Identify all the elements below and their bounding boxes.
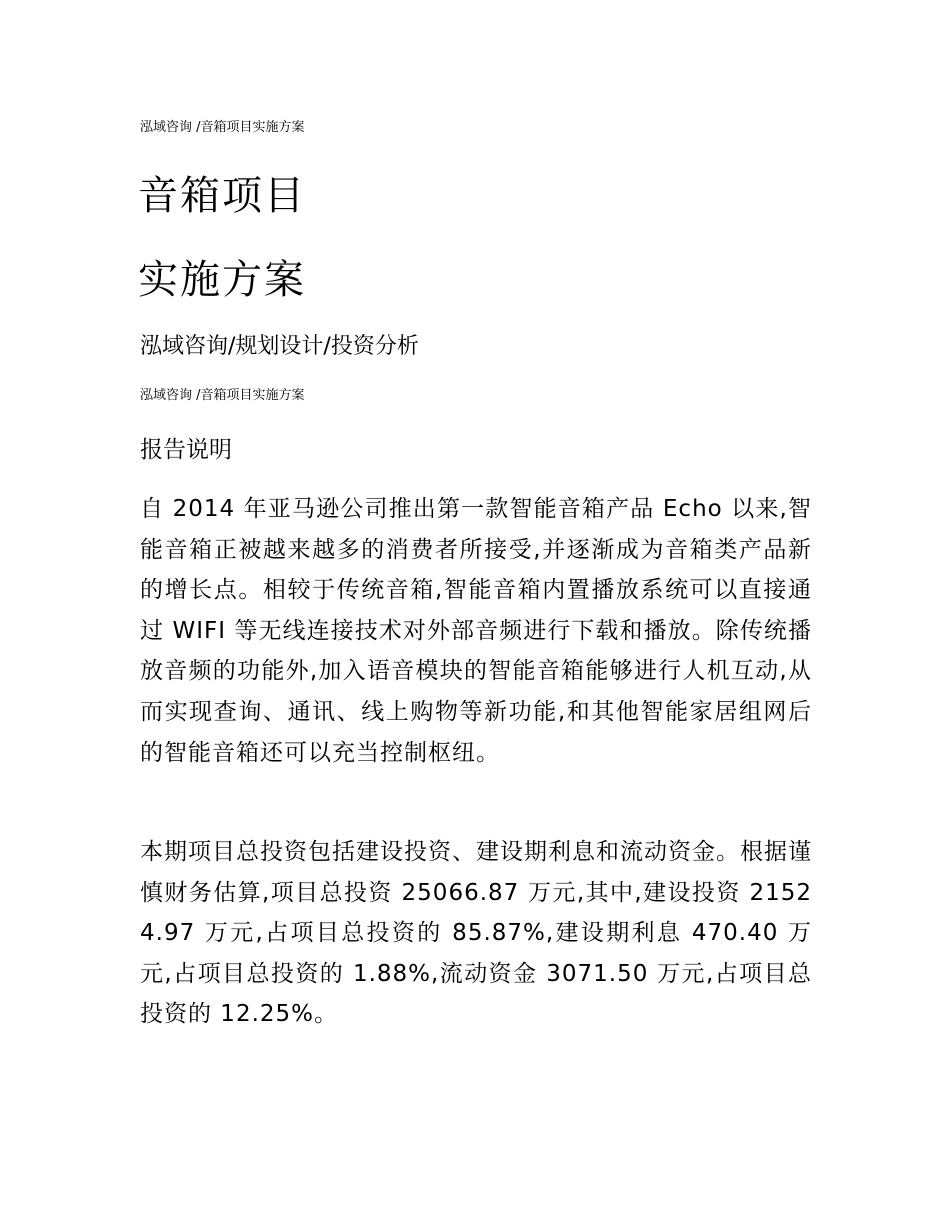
cover-title-line-2: 实施方案 [138,257,306,303]
cover-title-line-1: 音箱项目 [138,173,306,219]
report-paragraph-background: 自 2014 年亚马逊公司推出第一款智能音箱产品 Echo 以来,智能音箱正被越来越多的消费者所接受,并逐渐成为音箱类产品新的增长点。相较于传统音箱,智能音箱内置播放系统可以直接通过 WIFI 等无线连接技术对外部音频进行下载和播放。除传统播放音频的功能外,加入语音模块的智能音箱能够进行人机互动,从而实现查询、通讯、线上购物等新功能,和其他智能家居组网后的智能音箱还可以充当控制枢纽。 [140,496,812,766]
report-paragraph-investment: 本期项目总投资包括建设投资、建设期利息和流动资金。根据谨慎财务估算,项目总投资 25066.87 万元,其中,建设投资 21524.97 万元,占项目总投资的 85.87%,建设期利息 470.40 万元,占项目总投资的 1.88%,流动资金 3071.50 万元,占项目总投资的 12.25%。 [140,839,812,1028]
running-header-second: 泓域咨询 /音箱项目实施方案 [140,388,305,403]
report-heading: 报告说明 [140,437,232,463]
cover-subtitle: 泓域咨询/规划设计/投资分析 [140,334,419,359]
running-header-top: 泓域咨询 /音箱项目实施方案 [140,120,305,135]
